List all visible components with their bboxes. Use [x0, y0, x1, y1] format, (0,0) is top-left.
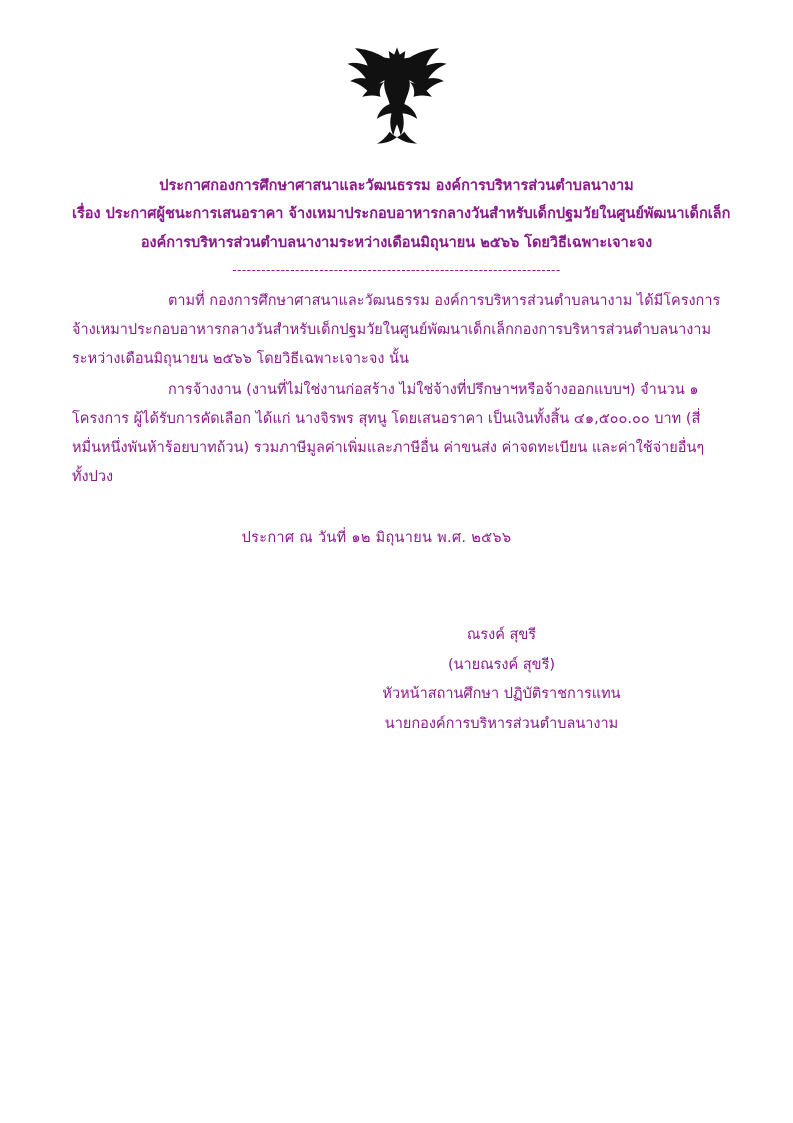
signature-block	[282, 621, 721, 740]
heading-line-1: ประกาศกองการศึกษาศาสนาและวัฒนธรรม องค์การบริหารส่วนตำบลนางาม	[159, 178, 634, 194]
signature-position-line-2: นายกองค์การบริหารส่วนตำบลนางาม	[384, 715, 619, 732]
horizontal-divider: --------------------------------------------------------------------	[232, 262, 561, 277]
paragraph-2	[72, 376, 721, 492]
paragraph-1	[72, 287, 721, 374]
signature-name-parenthetical: (นายณรงค์ สุขรี)	[447, 656, 556, 673]
document-heading	[72, 172, 731, 257]
paragraph-2-text: การจ้างงาน (งานที่ไม่ใช่งานก่อสร้าง ไม่ใช่จ้างที่ปรึกษาฯหรือจ้างออกแบบฯ) จำนวน ๑ โครงการ ผู้ได้รับการคัดเลือก ได้แก่ นางจิรพร สุทนู โดยเสนอราคา เป็นเงินทั้งสิ้น ๔๑,๕๐๐.๐๐ บาท (สี่หมื่นหนึ่งพันห้าร้อยบาทถ้วน) รวมภาษีมูลค่าเพิ่มและภาษีอื่น ค่าขนส่ง ค่าจดทะเบียน และค่าใช้จ่ายอื่นๆ ทั้งปวง	[72, 381, 705, 485]
signature-position-line-1: หัวหน้าสถานศึกษา ปฏิบัติราชการแทน	[382, 686, 621, 703]
announcement-date: ประกาศ ณ วันที่ ๑๒ มิถุนายน พ.ศ. ๒๕๖๖	[241, 529, 512, 546]
signature-name: ณรงค์ สุขรี	[466, 626, 537, 643]
document-body	[72, 287, 721, 492]
heading-line-2: เรื่อง ประกาศผู้ชนะการเสนอราคา จ้างเหมาประกอบอาหารกลางวันสำหรับเด็กปฐมวัยในศูนย์พัฒนาเด็กเล็ก	[72, 206, 731, 223]
garuda-emblem-icon	[342, 40, 452, 150]
paragraph-1-text: ตามที่ กองการศึกษาศาสนาและวัฒนธรรม องค์การบริหารส่วนตำบลนางาม ได้มีโครงการ จ้างเหมาประกอบอาหารกลางวันสำหรับเด็กปฐมวัยในศูนย์พัฒนาเด็กเล็กกองการบริหารส่วนตำบลนางามระหว่างเดือนมิถุนายน ๒๕๖๖ โดยวิธีเฉพาะเจาะจง นั้น	[72, 292, 721, 367]
emblem-container	[72, 40, 721, 154]
heading-line-3: องค์การบริหารส่วนตำบลนางามระหว่างเดือนมิถุนายน ๒๕๖๖ โดยวิธีเฉพาะเจาะจง	[140, 234, 653, 251]
